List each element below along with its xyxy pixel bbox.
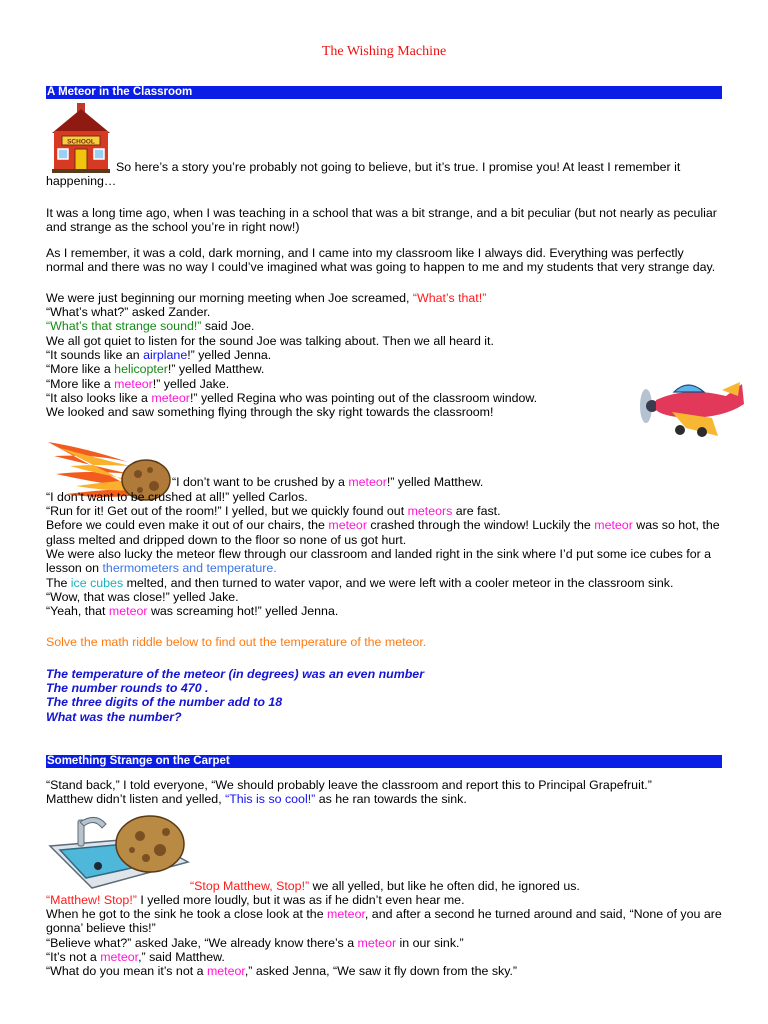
story-line: We looked and saw something flying through the sky right towards the classroom! [46, 405, 494, 420]
section-heading-strange-carpet: Something Strange on the Carpet [46, 755, 722, 768]
paragraph-cold-morning: As I remember, it was a cold, dark morning, and I came into my classroom like I always did. Everything was perfectly normal and there was no way I could’ve imagined what was going to happen to me and my students that very strange day. [46, 246, 716, 275]
story-line: “Matthew! Stop!” I yelled more loudly, but it was as if he didn’t even hear me. [46, 892, 465, 907]
story-line: “Yeah, that meteor was screaming hot!” yelled Jenna. [46, 604, 339, 619]
riddle-line: The temperature of the meteor (in degrees) was an even number [46, 666, 425, 681]
story-line: Matthew didn’t listen and yelled, “This is so cool!” as he ran towards the sink. [46, 792, 467, 807]
story-line: “It also looks like a meteor!” yelled Regina who was pointing out of the classroom window. [46, 390, 538, 405]
story-paragraph: Before we could even make it out of our chairs, the meteor crashed through the window! Luckily the meteor was so hot, the glass melted and dripped down to the floor so none of us got hurt. [46, 518, 720, 547]
riddle-line: The three digits of the number add to 18 [46, 695, 283, 710]
story-line: “I don’t want to be crushed by a meteor!” yelled Matthew. [172, 475, 484, 490]
math-riddle [46, 667, 722, 724]
story-line: “Stand back,” I told everyone, “We should probably leave the classroom and report this to Principal Grapefruit.” [46, 778, 652, 792]
story-line: “What do you mean it’s not a meteor,” asked Jenna, “We saw it fly down from the sky.” [46, 964, 518, 979]
riddle-line: What was the number? [46, 709, 182, 724]
story-line: “What’s what?” asked Zander. [46, 305, 211, 320]
math-riddle-prompt: Solve the math riddle below to find out the temperature of the meteor. [46, 635, 427, 650]
section-2-content [46, 778, 722, 979]
story-line: “I don’t want to be crushed at all!” yelled Carlos. [46, 489, 308, 504]
school-sign-label: SCHOOL [67, 138, 95, 146]
document-title: The Wishing Machine [321, 44, 447, 59]
story-paragraph: When he got to the sink he took a close look at the meteor, and after a second he turned around and said, “None of you are gonna’ believe this!” [46, 907, 722, 936]
story-line: “Believe what?” asked Jake, “We already know there’s a meteor in our sink.” [46, 935, 464, 950]
story-line: “It sounds like an airplane!” yelled Jenna. [46, 347, 272, 362]
story-line: “More like a helicopter!” yelled Matthew. [46, 362, 265, 377]
section-heading-meteor-classroom: A Meteor in the Classroom [46, 86, 722, 99]
intro-line-tail: happening… [46, 174, 117, 189]
intro-line: So here’s a story you’re probably not going to believe, but it’s true. I promise you! At least I remember it [116, 160, 681, 174]
story-line: “It’s not a meteor,” said Matthew. [46, 950, 225, 965]
story-line: “Stop Matthew, Stop!” we all yelled, but like he often did, he ignored us. [190, 878, 580, 893]
story-paragraph: We were also lucky the meteor flew through our classroom and landed right in the sink where I’d put some ice cubes for a lesson on thermometers and temperature. [46, 546, 712, 576]
story-line: “What’s that strange sound!” said Joe. [46, 319, 255, 334]
story-line: We all got quiet to listen for the sound Joe was talking about. Then we all heard it. [46, 333, 494, 348]
story-line: “Run for it! Get out of the room!” I yelled, but we quickly found out meteors are fast. [46, 504, 501, 519]
story-line: “Wow, that was close!” yelled Jake. [46, 589, 239, 604]
story-line: We were just beginning our morning meeting when Joe screamed, “What’s that!” [46, 290, 487, 305]
riddle-line: The number rounds to 470 . [46, 681, 209, 696]
story-line: The ice cubes melted, and then turned to water vapor, and we were left with a cooler meteor in the classroom sink. [46, 575, 674, 590]
paragraph-long-time-ago: It was a long time ago, when I was teaching in a school that was a bit strange, and a bit peculiar (but not nearly as peculiar and strange as the school you’re in right now!) [46, 205, 717, 234]
section-1-content [46, 160, 722, 724]
story-line: “More like a meteor!” yelled Jake. [46, 376, 230, 391]
